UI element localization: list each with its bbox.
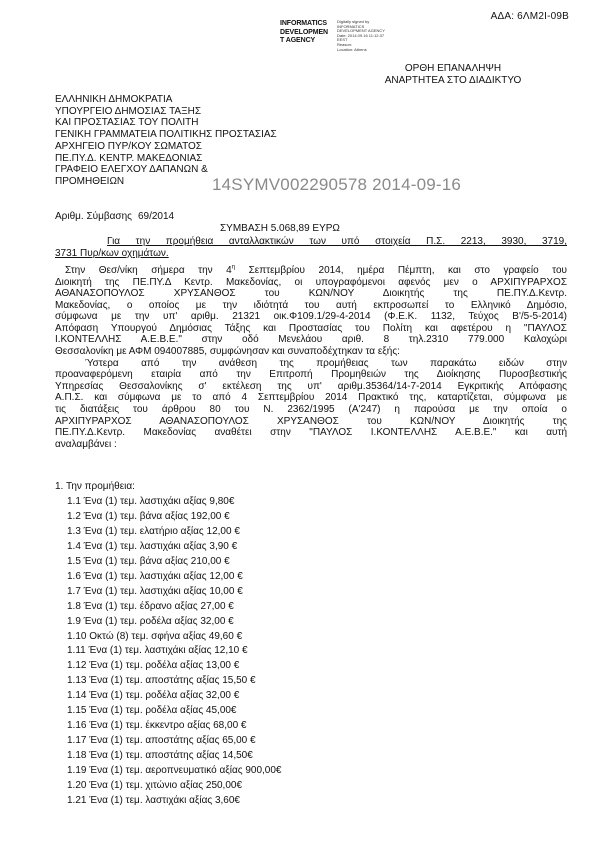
signature-detail-line: Digitally signed by: [337, 19, 370, 24]
body-line: Απόφαση Υπουργού Δημόσιας Τάξης και Προστασίας του Πολίτη και αφετέρου η "ΠΑΥΛΟΣ: [55, 322, 567, 334]
body-line: αναλαμβάνει :: [55, 438, 117, 450]
subject-line: Για την προμήθεια ανταλλακτικών των υπό στοιχεία Π.Σ. 2213, 3930, 3719,: [107, 236, 567, 247]
contract-number: 69/2014: [137, 211, 175, 222]
list-item: 1.16 Ένα (1) τεμ. έκκεντρο αξίας 68,00 €: [67, 720, 247, 732]
signature-org-line: T AGENCY: [280, 37, 316, 44]
procurement-list: [55, 480, 281, 809]
list-item: 1.14 Ένα (1) τεμ. ροδέλα αξίας 32,00 €: [67, 690, 240, 702]
list-item: 1.11 Ένα (1) τεμ. λαστιχάκι αξίας 12,10 €: [67, 645, 248, 657]
header-line: ΠΡΟΜΗΘΕΙΩΝ: [55, 175, 125, 187]
list-item: 1.18 Ένα (1) τεμ. αποστάτης αξίας 14,50€: [67, 750, 253, 762]
body-text: Σεπτεμβρίου 2014, ημέρα Πέμπτη, και στο γραφείο του: [235, 265, 567, 276]
registry-stamp: 14SYMV002290578 2014-09-16: [212, 175, 462, 194]
list-item: 1.1 Ένα (1) τεμ. λαστιχάκι αξίας 9,80€: [67, 495, 235, 507]
body-line: ΑΡΧΙΠΥΡΑΡΧΟΣ ΑΘΑΝΑΣΟΠΟΥΛΟΣ ΧΡΥΣΑΝΘΟΣ του ΚΩΝ/ΝΟΥ Διοικητής της: [55, 415, 567, 427]
ordinal-superscript: η: [231, 264, 236, 271]
disposition-note: [348, 63, 558, 87]
signature-org-line: INFORMATICS: [280, 20, 327, 27]
items-heading: 1. Την προμήθεια:: [55, 481, 135, 492]
body-line: [55, 265, 567, 277]
list-item: 1.17 Ένα (1) τεμ. αποστάτης αξίας 65,00 €: [67, 735, 256, 747]
body-line: ΠΕ.ΠΥ.Δ.Κεντρ. Μακεδονίας αναθέτει στην "ΠΑΥΛΟΣ Ι.ΚΟΝΤΕΛΛΗΣ Α.Ε.Β.Ε." και αυτή: [55, 427, 567, 439]
ada-code: ΑΔΑ: 6ΛΜ2Ι-09Β: [490, 11, 569, 22]
list-item: 1.19 Ένα (1) τεμ. αεροπνευματικό αξίας 900,00€: [67, 765, 282, 777]
signature-org-line: DEVELOPMEN: [280, 28, 329, 36]
header-line: ΠΕ.ΠΥ.Δ. ΚΕΝΤΡ. ΜΑΚΕΔΟΝΙΑΣ: [55, 152, 203, 164]
header-line: ΓΡΑΦΕΙΟ ΕΛΕΓΧΟΥ ΔΑΠΑΝΩΝ &: [55, 164, 208, 176]
disposition-line: ΟΡΘΗ ΕΠΑΝΑΛΗΨΗ: [404, 63, 502, 74]
list-item: 1.8 Ένα (1) τεμ. έδρανο αξίας 27,00 €: [67, 600, 234, 612]
list-item: 1.15 Ένα (1) τεμ. ροδέλα αξίας 45,00€: [67, 705, 237, 717]
contract-number-label: Αριθμ. Σύμβασης: [55, 211, 132, 222]
contract-title: ΣΥΜΒΑΣΗ 5.068,89 ΕΥΡΩ: [220, 223, 340, 234]
subject-line: 3731 Πυρ/κων οχημάτων.: [55, 247, 169, 259]
signature-detail-line: DEVELOPMENT AGENCY: [337, 28, 385, 34]
signature-detail-line: EEST: [337, 37, 348, 43]
signature-organization: [280, 20, 336, 46]
issuer-header: [55, 94, 277, 188]
list-item: 1.7 Ένα (1) τεμ. λαστιχάκι αξίας 10,00 €: [67, 585, 243, 597]
signature-detail-line: Reason:: [337, 41, 352, 47]
digital-signature: [280, 20, 405, 50]
header-line: ΚΑΙ ΠΡΟΣΤΑΣΙΑΣ ΤΟΥ ΠΟΛΙΤΗ: [55, 117, 199, 129]
contract-subject: [55, 236, 567, 259]
body-line: Ι.ΚΟΝΤΕΛΛΗΣ Α.Ε.Β.Ε." στην οδό Μενελάου αριθ. 8 τηλ.2310 779.000 Καλοχώρι: [55, 334, 567, 346]
list-item: 1.10 Οκτώ (8) τεμ. σφήνα αξίας 49,60 €: [67, 630, 243, 642]
body-line: Α.Π.Σ. και σύμφωνα με το από 4 Σεπτεμβρίου 2014 Πρακτικό της, καταρτίζεται, σύμφωνα με: [55, 392, 567, 404]
body-line: τις διατάξεις του άρθρου 80 του Ν. 2362/1995 (Α'247) η παρούσα με την οποία ο: [55, 403, 567, 415]
list-item: 1.2 Ένα (1) τεμ. βάνα αξίας 192,00 €: [67, 510, 230, 522]
list-item: 1.9 Ένα (1) τεμ. ροδέλα αξίας 32,00 €: [67, 615, 234, 627]
list-item: 1.12 Ένα (1) τεμ. ροδέλα αξίας 13,00 €: [67, 660, 240, 672]
contract-number-line: [55, 211, 174, 222]
header-line: ΓΕΝΙΚΗ ΓΡΑΜΜΑΤΕΙΑ ΠΟΛΙΤΙΚΗΣ ΠΡΟΣΤΑΣΙΑΣ: [55, 129, 277, 141]
list-item: 1.6 Ένα (1) τεμ. λαστιχάκι αξίας 12,00 €: [67, 570, 243, 582]
contract-body: [55, 265, 567, 450]
body-line: Μακεδονίας, ο οποίος με την ιδιότητά του αυτή εκπροσωπεί το Ελληνικό Δημόσιο,: [55, 299, 567, 311]
list-item: 1.5 Ένα (1) τεμ. βάνα αξίας 210,00 €: [67, 555, 230, 567]
signature-detail-line: Location: Athens: [337, 46, 367, 52]
body-line: Ύστερα από την ανάθεση της προμήθειας των παρακάτω ειδών στην: [85, 357, 567, 369]
body-line: Θεσσαλονίκη με ΑΦΜ 094007885, συμφώνησαν και συναποδέχτηκαν τα εξής:: [55, 346, 400, 358]
signature-details: [337, 20, 407, 52]
header-line: ΑΡΧΗΓΕΙΟ ΠΥΡ/ΚΟΥ ΣΩΜΑΤΟΣ: [55, 140, 202, 152]
body-text: Στην Θεσ/νίκη σήμερα την 4: [65, 265, 232, 276]
body-line: σύμφωνα με την υπ' αριθμ. 21321 οικ.Φ109.1/29-4-2014 (Φ.Ε.Κ. 1132, Τεύχος Β'/5-5-2014): [55, 311, 567, 323]
signature-detail-line: INFORMATICS: [337, 23, 365, 29]
body-line: ΑΘΑΝΑΣΟΠΟΥΛΟΣ ΧΡΥΣΑΝΘΟΣ του ΚΩΝ/ΝΟΥ Διοικητής της ΠΕ.ΠΥ.Δ.Κεντρ.: [55, 288, 567, 300]
body-line: προαναφερόμενη εταιρία από την Επιτροπή Προμηθειών της Διοίκησης Πυροσβεστικής: [55, 369, 567, 381]
signature-detail-line: Date: 2014.09.16 11:12:37: [337, 32, 385, 38]
list-item: 1.13 Ένα (1) τεμ. αποστάτης αξίας 15,50 €: [67, 675, 256, 687]
body-line: Υπηρεσίας Θεσσαλονίκης σ' εκτέλεση της υπ' αριθμ.35364/14-7-2014 Εγκριτικής Απόφασης: [55, 380, 567, 392]
header-line: ΥΠΟΥΡΓΕΙΟ ΔΗΜΟΣΙΑΣ ΤΑΞΗΣ: [55, 105, 202, 117]
list-item: 1.3 Ένα (1) τεμ. ελατήριο αξίας 12,00 €: [67, 525, 240, 537]
body-line: Διοικητή της ΠΕ.ΠΥ.Δ Κεντρ. Μακεδονίας, οι υπογραφόμενοι αφενός μεν ο ΑΡΧΙΠΥΡΑΡΧΟΣ: [55, 276, 567, 288]
list-item: 1.20 Ένα (1) τεμ. χιτώνιο αξίας 250,00€: [67, 780, 243, 792]
disposition-line: ΑΝΑΡΤΗΤΕΑ ΣΤΟ ΔΙΑΔΙΚΤΥΟ: [384, 75, 522, 86]
header-line: ΕΛΛΗΝΙΚΗ ΔΗΜΟΚΡΑΤΙΑ: [55, 94, 173, 105]
list-item: 1.4 Ένα (1) τεμ. λαστιχάκι αξίας 3,90 €: [67, 540, 238, 552]
list-item: 1.21 Ένα (1) τεμ. λαστιχάκι αξίας 3,60€: [67, 795, 240, 807]
